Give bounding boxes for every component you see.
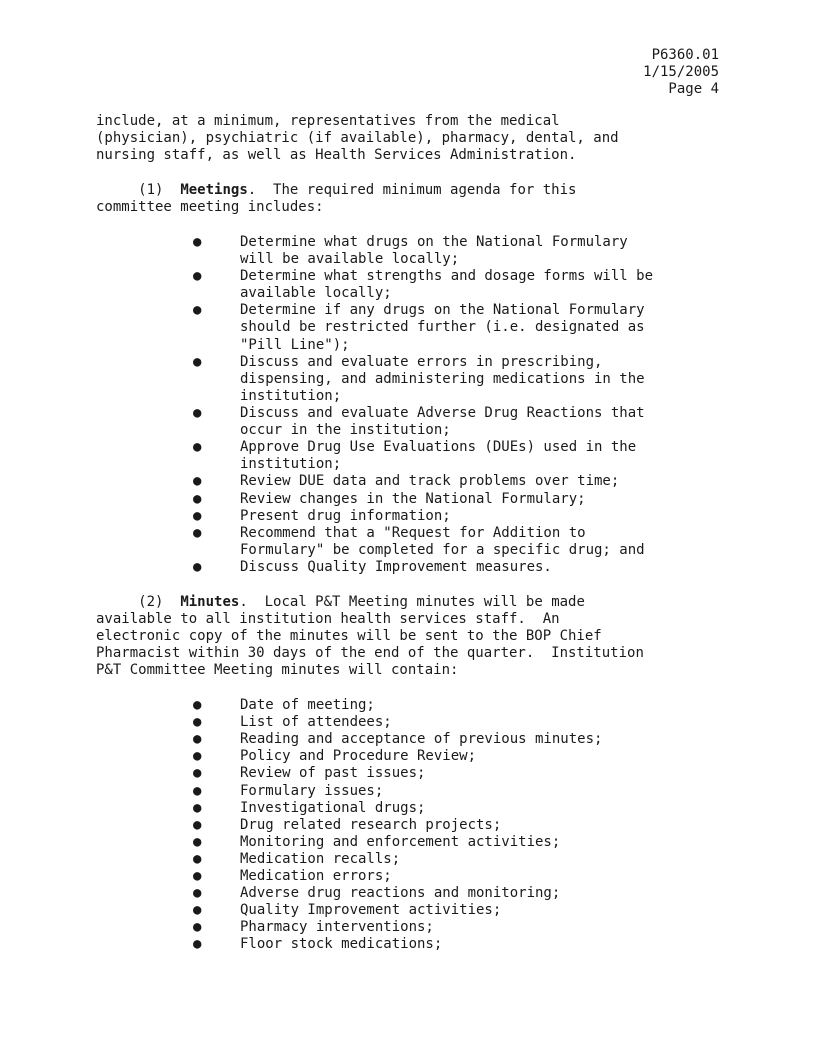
bullet-icon: ● <box>193 558 202 575</box>
list-item-line: Discuss and evaluate errors in prescribing, <box>240 353 603 370</box>
bullet-icon: ● <box>193 885 202 902</box>
intro-paragraph <box>96 113 736 164</box>
list-item-line: institution; <box>240 456 342 473</box>
bullet-icon: ● <box>193 439 202 456</box>
list-item-line: will be available locally; <box>240 251 460 268</box>
bullet-icon: ● <box>193 405 202 421</box>
bullet-icon: ● <box>193 919 202 936</box>
meetings-first-line <box>96 182 736 199</box>
bullet-icon: ● <box>193 868 202 884</box>
bullet-icon: ● <box>193 850 202 867</box>
list-item-text <box>240 919 434 936</box>
list-item-line: dispensing, and administering medications in the <box>240 370 645 387</box>
bullet-icon: ● <box>193 731 202 748</box>
list-item-line: Review DUE data and track problems over time; <box>240 473 620 490</box>
intro-line: include, at a minimum, representatives from the medical <box>96 113 560 129</box>
bullet-icon: ● <box>193 473 202 490</box>
intro-line: nursing staff, as well as Health Services Administration. <box>96 147 577 164</box>
list-item-text <box>240 714 392 731</box>
list-item-line: Medication errors; <box>240 868 392 884</box>
bullet-icon: ● <box>193 268 202 285</box>
meetings-text: . The required minimum agenda for this <box>247 182 577 198</box>
doc-date: 1/15/2005 <box>643 64 719 81</box>
list-item-line: should be restricted further (i.e. designated as <box>240 319 645 336</box>
list-item-line: Approve Drug Use Evaluations (DUEs) used in the <box>240 439 637 456</box>
list-item-line: Floor stock medications; <box>240 936 443 953</box>
list-item-line: Formulary issues; <box>240 782 384 799</box>
list-item-text <box>240 936 442 953</box>
minutes-paragraph <box>96 594 736 679</box>
meetings-second-line: committee meeting includes: <box>96 199 324 216</box>
list-item-text <box>240 765 425 782</box>
list-item-text <box>240 234 628 268</box>
meetings-number: (1) <box>138 182 164 198</box>
bullet-icon: ● <box>193 782 202 799</box>
doc-number: P6360.01 <box>651 47 719 63</box>
bullet-icon: ● <box>193 697 202 713</box>
bullet-icon: ● <box>193 234 202 250</box>
bullet-icon: ● <box>193 353 202 370</box>
list-item-line: occur in the institution; <box>240 422 451 439</box>
meetings-heading: Meetings <box>180 182 248 198</box>
list-item-text <box>240 902 501 919</box>
page-number: Page 4 <box>668 81 719 98</box>
list-item-text <box>240 834 560 851</box>
list-item-line: Monitoring and enforcement activities; <box>240 833 561 850</box>
meetings-paragraph <box>96 182 736 216</box>
list-item-line: Reading and acceptance of previous minutes; <box>240 731 603 748</box>
list-item-line: Review of past issues; <box>240 765 426 782</box>
list-item-line: Medication recalls; <box>240 850 401 867</box>
bullet-icon: ● <box>193 936 202 953</box>
list-item-line: Discuss Quality Improvement measures. <box>240 558 552 575</box>
list-item-line: List of attendees; <box>240 714 392 731</box>
list-item-line: "Pill Line"); <box>240 336 350 353</box>
list-item-text <box>240 748 476 765</box>
minutes-heading: Minutes <box>180 594 240 610</box>
minutes-text: . Local P&T Meeting minutes will be made <box>239 594 585 610</box>
bullet-icon: ● <box>193 302 202 319</box>
list-item-line: Date of meeting; <box>240 697 375 713</box>
list-item-line: Discuss and evaluate Adverse Drug Reactions that <box>240 405 645 421</box>
list-item-text <box>240 731 602 748</box>
list-item-line: Drug related research projects; <box>240 816 502 833</box>
list-item-text <box>240 800 425 817</box>
list-item-text <box>240 508 451 525</box>
list-item-line: Quality Improvement activities; <box>240 902 502 919</box>
list-item-text <box>240 817 501 834</box>
list-item-line: institution; <box>240 387 342 404</box>
list-item-line: Pharmacy interventions; <box>240 919 434 936</box>
list-item-line: Determine what strengths and dosage forms will be <box>240 268 654 285</box>
list-item-text <box>240 491 586 508</box>
list-item-line: available locally; <box>240 285 392 302</box>
list-item-line: Investigational drugs; <box>240 799 426 816</box>
bullet-icon: ● <box>193 748 202 765</box>
list-item-text <box>240 268 653 302</box>
minutes-line: P&T Committee Meeting minutes will contain: <box>96 662 459 679</box>
minutes-line: Pharmacist within 30 days of the end of the quarter. Institution <box>96 645 644 662</box>
list-item-text <box>240 354 645 405</box>
bullet-icon: ● <box>193 507 202 524</box>
bullet-icon: ● <box>193 765 202 782</box>
list-item-text <box>240 439 636 473</box>
bullet-icon: ● <box>193 524 202 541</box>
list-item-line: Formulary" be completed for a specific drug; and <box>240 541 645 558</box>
minutes-line: available to all institution health services staff. An <box>96 611 560 628</box>
list-item-line: Recommend that a "Request for Addition to <box>240 524 586 541</box>
list-item-text <box>240 302 645 353</box>
bullet-icon: ● <box>193 833 202 850</box>
list-item-text <box>240 559 552 576</box>
list-item-text <box>240 783 383 800</box>
list-item-line: Policy and Procedure Review; <box>240 748 477 765</box>
list-item-line: Present drug information; <box>240 507 451 524</box>
bullet-icon: ● <box>193 490 202 507</box>
list-item-text <box>240 885 560 902</box>
list-item-text <box>240 697 375 714</box>
list-item-text <box>240 473 619 490</box>
bullet-icon: ● <box>193 714 202 731</box>
list-item-text <box>240 868 392 885</box>
list-item-text <box>240 405 645 439</box>
list-item-line: Review changes in the National Formulary; <box>240 490 586 507</box>
list-item-text <box>240 525 645 559</box>
list-item-line: Determine if any drugs on the National Formulary <box>240 302 645 319</box>
minutes-first-line <box>96 594 736 611</box>
intro-line: (physician), psychiatric (if available), pharmacy, dental, and <box>96 130 619 147</box>
bullet-icon: ● <box>193 816 202 833</box>
list-item-line: Determine what drugs on the National Formulary <box>240 234 628 250</box>
list-item-text <box>240 851 400 868</box>
bullet-icon: ● <box>193 799 202 816</box>
list-item-line: Adverse drug reactions and monitoring; <box>240 885 561 902</box>
bullet-icon: ● <box>193 902 202 919</box>
minutes-number: (2) <box>138 594 164 610</box>
page-header <box>643 47 719 98</box>
minutes-line: electronic copy of the minutes will be sent to the BOP Chief <box>96 628 602 645</box>
